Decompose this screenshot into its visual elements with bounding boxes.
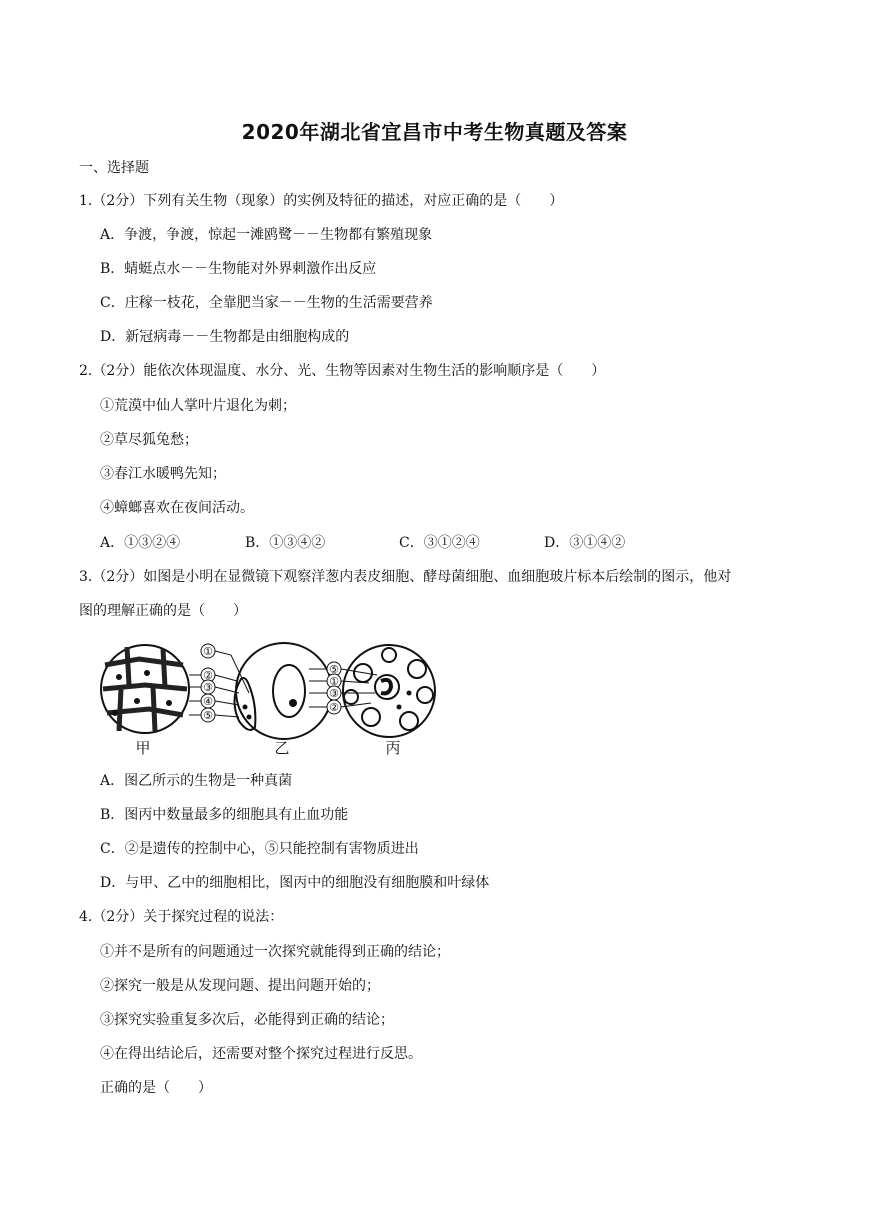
q3-stem-line2: 图的理解正确的是（ ） xyxy=(79,603,247,619)
marker-right-1: ⑤ xyxy=(329,663,339,676)
marker-left-4: ④ xyxy=(203,695,213,708)
q4-item-4: ④在得出结论后，还需要对整个探究过程进行反思。 xyxy=(100,1046,422,1062)
q3-option-c: C．②是遗传的控制中心，⑤只能控制有害物质进出 xyxy=(100,841,419,857)
section-heading: 一、选择题 xyxy=(79,160,149,176)
q1-option-b: B．蜻蜓点水－－生物能对外界刺激作出反应 xyxy=(100,261,377,277)
marker-right-2: ① xyxy=(329,675,339,688)
q2-item-3: ③春江水暖鸭先知； xyxy=(100,466,226,482)
panel-label-bing: 丙 xyxy=(385,739,401,757)
marker-left-5: ⑤ xyxy=(203,709,213,722)
marker-left-1: ① xyxy=(203,645,213,658)
q2-option-c: C．③①②④ xyxy=(399,535,480,551)
onion-cells-panel xyxy=(101,645,189,733)
q2-option-a: A．①③②④ xyxy=(100,535,181,551)
q2-item-4: ④蟑螂喜欢在夜间活动。 xyxy=(100,500,254,516)
q2-item-2: ②草尽狐兔愁； xyxy=(100,432,198,448)
q4-stem: 4.（2分）关于探究过程的说法： xyxy=(79,909,284,925)
cell-diagram xyxy=(99,635,441,759)
marker-right-3: ③ xyxy=(329,687,339,700)
q2-option-d: D．③①④② xyxy=(544,535,626,551)
marker-right-4: ② xyxy=(329,701,339,714)
q1-option-c: C．庄稼一枝花，全靠肥当家－－生物的生活需要营养 xyxy=(100,295,433,311)
marker-left-2: ② xyxy=(203,669,213,682)
q3-option-d: D．与甲、乙中的细胞相比，图丙中的细胞没有细胞膜和叶绿体 xyxy=(100,875,490,891)
q1-option-d: D．新冠病毒－－生物都是由细胞构成的 xyxy=(100,329,350,345)
document-title: 2020年湖北省宜昌市中考生物真题及答案 xyxy=(241,120,628,144)
marker-left-3: ③ xyxy=(203,681,213,694)
q2-item-1: ①荒漠中仙人掌叶片退化为刺； xyxy=(100,398,296,414)
q4-item-1: ①并不是所有的问题通过一次探究就能得到正确的结论； xyxy=(100,944,450,960)
left-markers xyxy=(201,644,215,722)
blood-cells-panel xyxy=(343,645,435,737)
q2-option-b: B．①③④② xyxy=(245,535,326,551)
q2-stem: 2.（2分）能依次体现温度、水分、光、生物等因素对生物生活的影响顺序是（ ） xyxy=(79,363,606,379)
q4-item-2: ②探究一般是从发现问题、提出问题开始的； xyxy=(100,978,380,994)
yeast-cell-panel xyxy=(234,643,332,739)
q3-option-b: B．图丙中数量最多的细胞具有止血功能 xyxy=(100,807,349,823)
q3-option-a: A．图乙所示的生物是一种真菌 xyxy=(100,773,293,789)
q4-answer-prompt: 正确的是（ ） xyxy=(100,1080,212,1096)
q3-stem-line1: 3.（2分）如图是小明在显微镜下观察洋葱内表皮细胞、酵母菌细胞、血细胞玻片标本后绘制的图示，他对 xyxy=(79,569,732,585)
panel-labels xyxy=(135,739,400,757)
panel-label-yi: 乙 xyxy=(274,739,290,757)
q1-stem: 1.（2分）下列有关生物（现象）的实例及特征的描述，对应正确的是（ ） xyxy=(79,193,564,209)
q1-option-a: A．争渡，争渡，惊起一滩鸥鹭－－生物都有繁殖现象 xyxy=(100,227,433,243)
right-markers xyxy=(327,662,341,714)
q4-item-3: ③探究实验重复多次后，必能得到正确的结论； xyxy=(100,1012,394,1028)
panel-label-jia: 甲 xyxy=(135,739,151,757)
